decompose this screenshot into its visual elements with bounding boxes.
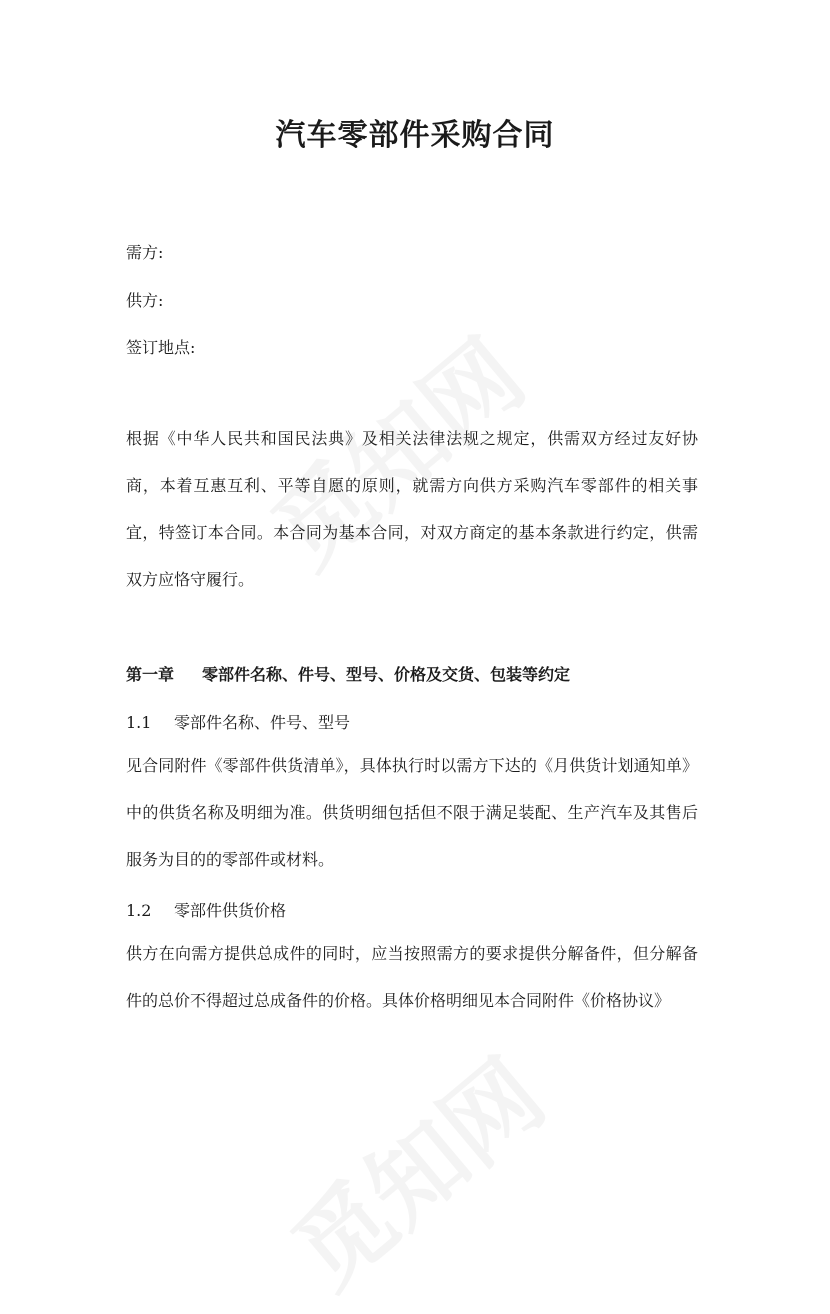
section-1-1-body: 见合同附件《零部件供货清单》，具体执行时以需方下达的《月供货计划通知单》中的供货名称及明细为准。供货明细包括但不限于满足装配、生产汽车及其售后服务为目的的零部件或材料。 [126, 756, 698, 869]
document-title: 汽车零部件采购合同 [275, 118, 555, 153]
section-title: 零部件供货价格 [174, 901, 287, 920]
section-1-1-heading [126, 710, 350, 733]
chapter-heading [126, 662, 570, 685]
section-1-2-heading [126, 898, 286, 921]
chapter-number: 第一章 [126, 665, 175, 684]
section-number: 1.1 [126, 713, 152, 732]
buyer-label: 需方: [126, 243, 164, 262]
section-title: 零部件名称、件号、型号 [174, 713, 351, 732]
watermark-bottom [260, 1023, 569, 1313]
supplier-label: 供方: [126, 291, 164, 310]
chapter-title: 零部件名称、件号、型号、价格及交货、包装等约定 [202, 665, 571, 684]
section-number: 1.2 [126, 901, 152, 920]
signing-place-label: 签订地点: [126, 338, 196, 357]
section-1-2-body: 供方在向需方提供总成件的同时，应当按照需方的要求提供分解备件，但分解备件的总价不得超过总成备件的价格。具体价格明细见本合同附件《价格协议》 [126, 944, 698, 1010]
preamble-paragraph: 根据《中华人民共和国民法典》及相关法律法规之规定，供需双方经过友好协商，本着互惠互利、平等自愿的原则，就需方向供方采购汽车零部件的相关事宜，特签订本合同。本合同为基本合同，对双方商定的基本条款进行约定，供需双方应恪守履行。 [126, 429, 698, 589]
